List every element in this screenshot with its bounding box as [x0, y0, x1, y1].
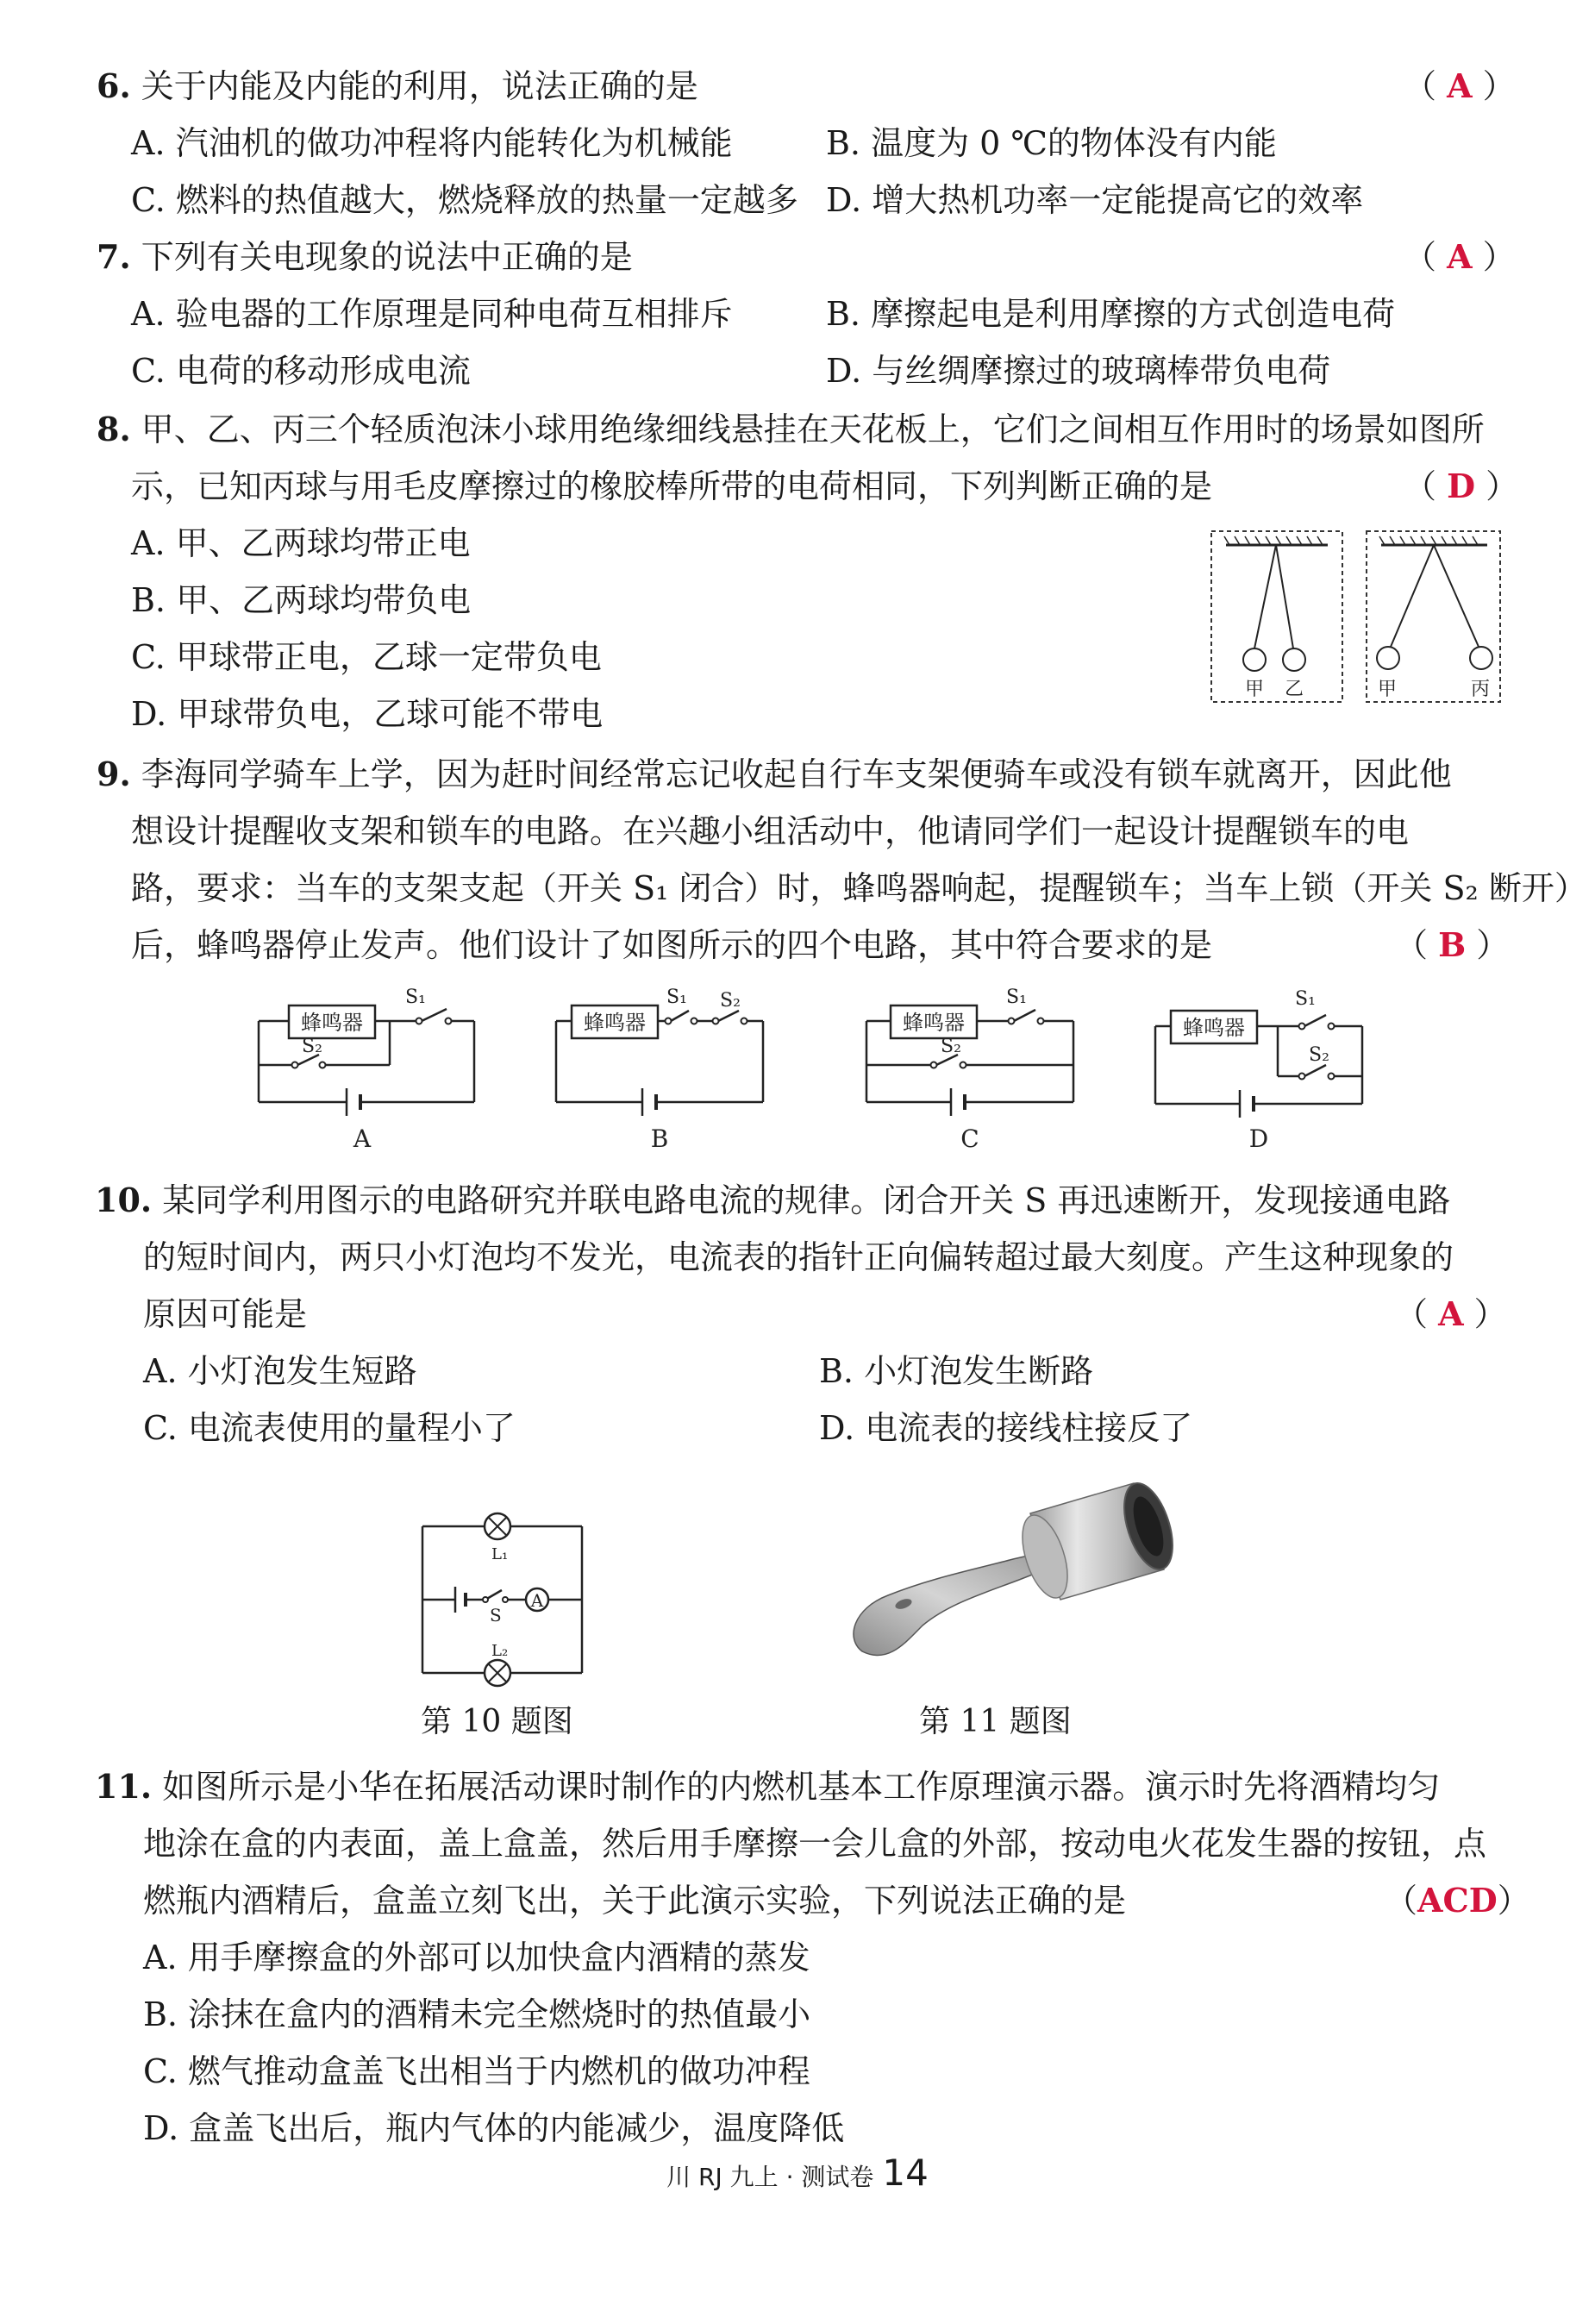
q11-stem-line-3: 燃瓶内酒精后，盒盖立刻飞出，关于此演示实验，下列说法正确的是	[143, 1882, 1127, 1920]
q10-stem-line-1	[95, 1180, 1450, 1221]
q7-option-d: D. 与丝绸摩擦过的玻璃棒带负电荷	[826, 352, 1331, 390]
q7-answer: （ A ）	[1404, 237, 1516, 276]
q6-stem	[97, 66, 698, 107]
label-yi: 乙	[1285, 679, 1304, 700]
label-jia-right: 甲	[1378, 679, 1398, 700]
q8-option-a: A. 甲、乙两球均带正电	[131, 524, 471, 562]
q9-circuit-d	[1147, 983, 1379, 1151]
switch-s-label: S	[490, 1605, 502, 1626]
q11-option-a: A. 用手摩擦盒的外部可以加快盒内酒精的蒸发	[143, 1939, 810, 1976]
ball-bing	[1470, 647, 1492, 669]
q11-option-b: B. 涂抹在盒内的酒精未完全燃烧时的热值最小	[143, 1995, 811, 2033]
ball-yi	[1283, 648, 1305, 671]
switch-s1-label: S₁	[405, 987, 426, 1008]
q11-option-d: D. 盒盖飞出后，瓶内气体的内能减少，温度降低	[143, 2109, 845, 2147]
q7-answer-letter: A	[1447, 237, 1473, 276]
q8-stem-line-1	[97, 409, 1485, 450]
figure-10-caption: 第 10 题图	[421, 1704, 573, 1739]
circuit-label-d: D	[1248, 1124, 1269, 1151]
q11-stem-line-1	[95, 1766, 1440, 1807]
q8-option-b: B. 甲、乙两球均带负电	[131, 581, 472, 619]
q10-option-c: C. 电流表使用的量程小了	[143, 1409, 516, 1447]
switch-s1-label: S₁	[666, 987, 687, 1008]
page-footer	[0, 2152, 1595, 2195]
footer-text: 川 RJ 九上 · 测试卷	[666, 2163, 874, 2191]
label-jia-left: 甲	[1245, 679, 1265, 700]
q9-stem-line-1	[97, 754, 1452, 795]
q7-stem-text: 下列有关电现象的说法中正确的是	[141, 238, 633, 276]
q10-stem-text-1: 某同学利用图示的电路研究并联电路电流的规律。闭合开关 S 再迅速断开，发现接通电路	[162, 1181, 1451, 1219]
q10-answer-letter: A	[1438, 1294, 1464, 1333]
q9-number: 9.	[97, 755, 131, 793]
q6-option-a: A. 汽油机的做功冲程将内能转化为机械能	[131, 124, 733, 162]
q10-figure	[405, 1500, 604, 1699]
q10-answer: （ A ）	[1395, 1294, 1507, 1333]
q11-answer: （ACD）	[1385, 1881, 1530, 1920]
q9-circuit-c	[858, 983, 1082, 1151]
q8-option-c: C. 甲球带正电，乙球一定带负电	[131, 638, 602, 676]
q10-stem-line-2: 的短时间内，两只小灯泡均不发光，电流表的指针正向偏转超过最大刻度。产生这种现象的	[143, 1238, 1454, 1276]
q11-number: 11.	[95, 1767, 153, 1806]
q9-stem-line-2: 想设计提醒收支架和锁车的电路。在兴趣小组活动中，他请同学们一起设计提醒锁车的电	[131, 812, 1410, 850]
q11-figure	[828, 1466, 1181, 1699]
figure-11-caption: 第 11 题图	[919, 1704, 1072, 1739]
q8-panel-right	[1367, 531, 1500, 702]
q6-stem-text: 关于内能及内能的利用，说法正确的是	[141, 67, 698, 105]
ammeter-label: A	[530, 1590, 544, 1611]
q6-option-c: C. 燃料的热值越大，燃烧释放的热量一定越多	[131, 181, 798, 219]
q9-stem-text-1: 李海同学骑车上学，因为赶时间经常忘记收起自行车支架便骑车或没有锁车就离开，因此他	[141, 755, 1452, 793]
q10-option-b: B. 小灯泡发生断路	[819, 1352, 1094, 1390]
switch-s2-label: S₂	[1309, 1044, 1329, 1066]
switch-s1-label: S₁	[1295, 988, 1316, 1010]
q7-option-a: A. 验电器的工作原理是同种电荷互相排斥	[131, 295, 733, 333]
q11-answer-letter: ACD	[1417, 1881, 1498, 1920]
q10-option-a: A. 小灯泡发生短路	[143, 1352, 417, 1390]
q11-option-c: C. 燃气推动盒盖飞出相当于内燃机的做功冲程	[143, 2052, 810, 2090]
circuit-label-c: C	[960, 1124, 979, 1151]
q9-circuit-a	[250, 983, 483, 1151]
lamp-l1-icon	[485, 1513, 510, 1539]
q7-stem	[97, 236, 633, 278]
switch-s2-label: S₂	[720, 990, 741, 1012]
buzzer-label: 蜂鸣器	[903, 1011, 965, 1035]
lamp-l2-label: L₂	[491, 1642, 509, 1660]
q8-answer-letter: D	[1447, 467, 1476, 505]
buzzer-label: 蜂鸣器	[1183, 1016, 1245, 1040]
q6-answer: （ A ）	[1404, 66, 1516, 105]
q9-circuit-b	[547, 983, 772, 1151]
q8-panel-left	[1211, 531, 1342, 702]
q6-option-d: D. 增大热机功率一定能提高它的效率	[826, 181, 1364, 219]
q8-answer: （ D ）	[1404, 467, 1519, 505]
q9-answer-letter: B	[1438, 925, 1467, 964]
q6-number: 6.	[97, 66, 131, 105]
q8-number: 8.	[97, 410, 131, 448]
ball-jia-left	[1243, 648, 1266, 671]
switch-s2-label: S₂	[302, 1036, 322, 1057]
label-bing: 丙	[1471, 679, 1491, 700]
ball-jia-right	[1377, 647, 1399, 669]
q11-stem-line-2: 地涂在盒的内表面，盖上盒盖，然后用手摩擦一会儿盒的外部，按动电火花发生器的按钮，点	[143, 1825, 1487, 1863]
alcohol-box-cylinder	[1014, 1477, 1181, 1603]
q8-option-d: D. 甲球带负电，乙球可能不带电	[131, 695, 604, 733]
circuit-label-a: A	[353, 1124, 372, 1151]
q9-answer: （ B ）	[1395, 925, 1510, 964]
page-number: 14	[882, 2152, 929, 2194]
q11-stem-text-1: 如图所示是小华在拓展活动课时制作的内燃机基本工作原理演示器。演示时先将酒精均匀	[162, 1768, 1441, 1806]
spark-igniter-handle	[854, 1552, 1050, 1656]
buzzer-label: 蜂鸣器	[584, 1011, 646, 1035]
q10-number: 10.	[95, 1181, 153, 1219]
q7-option-c: C. 电荷的移动形成电流	[131, 352, 471, 390]
q9-stem-line-4: 后，蜂鸣器停止发声。他们设计了如图所示的四个电路，其中符合要求的是	[131, 926, 1213, 964]
lamp-l2-icon	[485, 1660, 510, 1686]
q10-stem-line-3: 原因可能是	[143, 1295, 308, 1333]
q8-figure	[1207, 526, 1504, 707]
q7-number: 7.	[97, 237, 131, 276]
q9-stem-line-3: 路，要求：当车的支架支起（开关 S₁ 闭合）时，蜂鸣器响起，提醒锁车；当车上锁（开关 S₂ 断开）	[131, 869, 1587, 907]
ammeter-icon	[526, 1588, 548, 1611]
circuit-label-b: B	[650, 1124, 669, 1151]
q10-option-d: D. 电流表的接线柱接反了	[819, 1409, 1193, 1447]
q8-stem-text-1: 甲、乙、丙三个轻质泡沫小球用绝缘细线悬挂在天花板上，它们之间相互作用时的场景如图所	[141, 410, 1485, 448]
switch-s1-label: S₁	[1006, 987, 1027, 1008]
q6-answer-letter: A	[1447, 66, 1473, 105]
lamp-l1-label: L₁	[491, 1545, 509, 1563]
q7-option-b: B. 摩擦起电是利用摩擦的方式创造电荷	[826, 295, 1396, 333]
buzzer-label: 蜂鸣器	[301, 1011, 363, 1035]
switch-s2-label: S₂	[941, 1036, 961, 1057]
q6-option-b: B. 温度为 0 ℃的物体没有内能	[826, 124, 1277, 162]
q8-stem-line-2: 示，已知丙球与用毛皮摩擦过的橡胶棒所带的电荷相同，下列判断正确的是	[131, 467, 1213, 505]
